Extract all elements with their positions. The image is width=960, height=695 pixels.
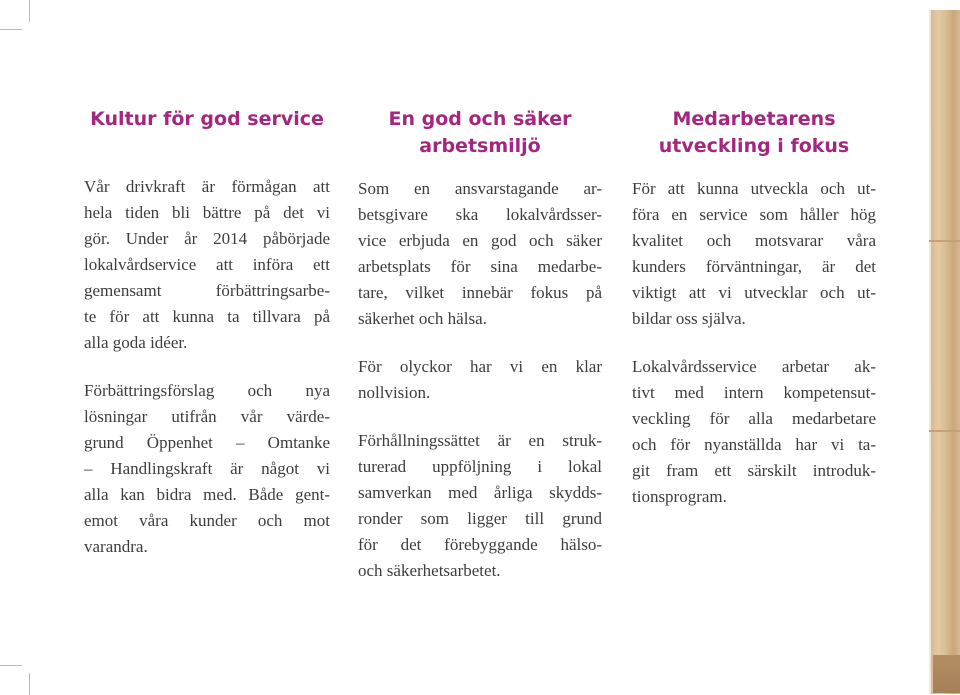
text-line: turerad uppföljning i lokal: [358, 457, 602, 476]
text-line: alla goda idéer.: [84, 333, 188, 352]
photo-shadow: [933, 655, 960, 693]
text-line: gemensamt förbättringsarbe-: [84, 281, 330, 300]
paragraph: [84, 174, 330, 356]
heading-line: En god och säker: [388, 108, 572, 130]
text-line: viktigt att vi utvecklar och ut-: [632, 283, 876, 302]
text-line: Vår drivkraft är förmågan att: [84, 177, 330, 196]
heading-line: Kultur för god service: [90, 108, 324, 130]
text-line: säkerhet och hälsa.: [358, 309, 487, 328]
column-heading: [358, 106, 602, 160]
paragraph: [358, 428, 602, 584]
paragraph: [84, 378, 330, 560]
paragraph: [358, 354, 602, 406]
crop-mark-top-left: [29, 0, 30, 22]
text-line: lokalvårdservice att införa ett: [84, 255, 330, 274]
text-line: betsgivare ska lokalvårdsser-: [358, 205, 602, 224]
text-line: nollvision.: [358, 383, 431, 402]
text-line: alla kan bidra med. Både gent-: [84, 485, 330, 504]
text-line: För att kunna utveckla och ut-: [632, 179, 876, 198]
paragraph: [632, 354, 876, 510]
text-line: Förbättringsförslag och nya: [84, 381, 330, 400]
text-line: tionsprogram.: [632, 487, 727, 506]
text-line: emot våra kunder och mot: [84, 511, 330, 530]
text-line: – Handlingskraft är något vi: [84, 459, 330, 478]
crop-mark-left-bottom: [0, 665, 22, 666]
photo-seam: [929, 240, 960, 242]
text-line: veckling för alla medarbetare: [632, 409, 876, 428]
text-line: Som en ansvarstagande ar-: [358, 179, 602, 198]
text-line: git fram ett särskilt introduk-: [632, 461, 876, 480]
text-line: bildar oss själva.: [632, 309, 746, 328]
text-line: gör. Under år 2014 påbörjade: [84, 229, 330, 248]
text-line: varandra.: [84, 537, 148, 556]
photo-seam: [929, 430, 960, 432]
text-line: och för nyanställda har vi ta-: [632, 435, 876, 454]
crop-mark-left-top: [0, 29, 22, 30]
text-line: För olyckor har vi en klar: [358, 357, 602, 376]
text-line: grund Öppenhet – Omtanke: [84, 433, 330, 452]
crop-mark-bottom-left: [29, 673, 30, 695]
photo-strip: [929, 10, 960, 694]
text-line: tare, vilket innebär fokus på: [358, 283, 602, 302]
text-line: Förhållningssättet är en struk-: [358, 431, 602, 450]
heading-line: arbetsmiljö: [419, 135, 541, 157]
text-line: kvalitet och motsvarar våra: [632, 231, 876, 250]
heading-line: utveckling i fokus: [658, 135, 850, 157]
paragraph: [358, 176, 602, 332]
text-line: kunders förväntningar, är det: [632, 257, 876, 276]
column-heading: [84, 106, 330, 133]
text-line: hela tiden bli bättre på det vi: [84, 203, 330, 222]
text-line: och säkerhetsarbetet.: [358, 561, 501, 580]
text-line: föra en service som håller hög: [632, 205, 876, 224]
text-line: lösningar utifrån vår värde-: [84, 407, 330, 426]
text-line: ronder som ligger till grund: [358, 509, 602, 528]
text-line: tivt med intern kompetensut-: [632, 383, 876, 402]
heading-line: Medarbetarens: [672, 108, 836, 130]
text-line: Lokalvårdsservice arbetar ak-: [632, 357, 876, 376]
photo-edge: [929, 10, 931, 694]
text-line: samverkan med årliga skydds-: [358, 483, 602, 502]
column-heading: [632, 106, 876, 160]
text-line: för det förebyggande hälso-: [358, 535, 602, 554]
paragraph: [632, 176, 876, 332]
text-line: vice erbjuda en god och säker: [358, 231, 602, 250]
text-line: te för att kunna ta tillvara på: [84, 307, 330, 326]
text-line: arbetsplats för sina medarbe-: [358, 257, 602, 276]
